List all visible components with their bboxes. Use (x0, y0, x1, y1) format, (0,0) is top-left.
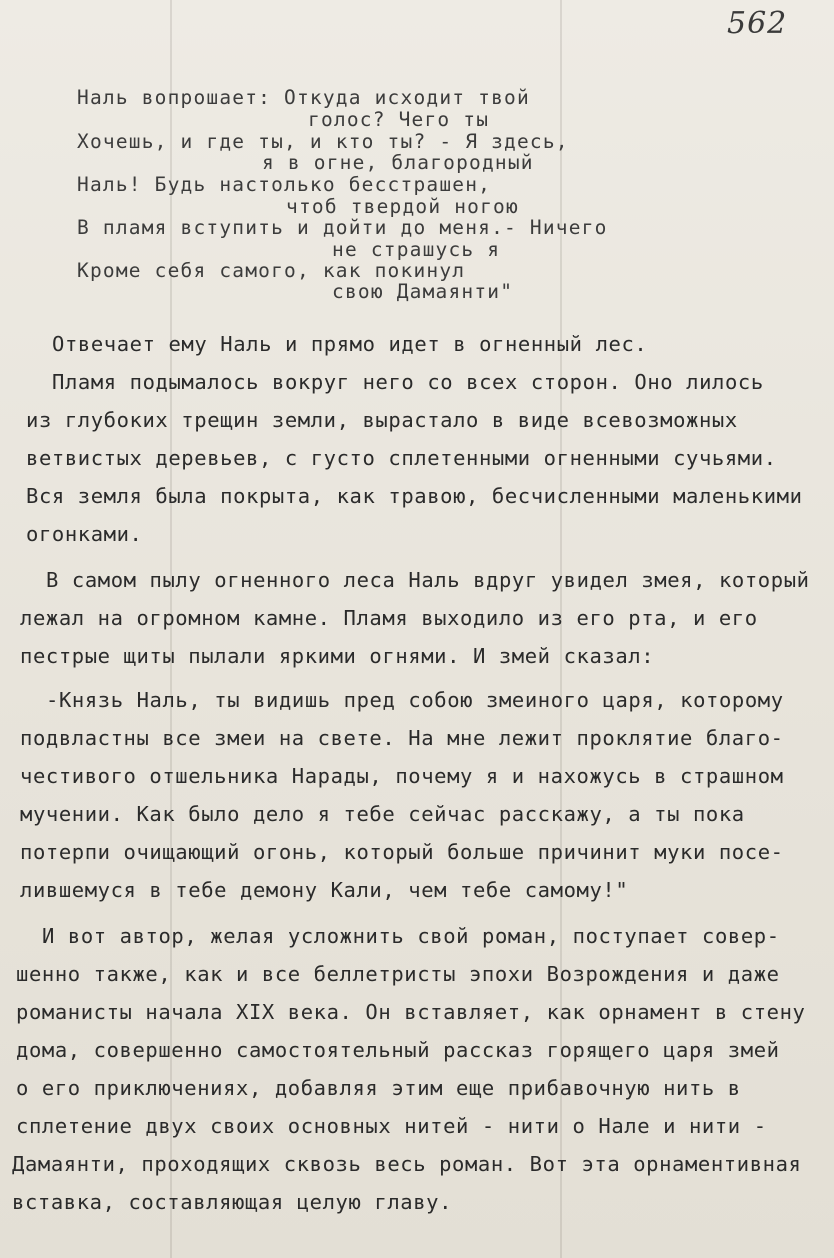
paragraph-line: сплетение двух своих основных нитей - нити о Нале и нити - (16, 1114, 767, 1138)
paragraph-line: огонками. (26, 522, 143, 546)
paragraph-line: Отвечает ему Наль и прямо идет в огненный лес. (52, 332, 648, 356)
poem-line: я в огне, благородный (262, 151, 534, 174)
paragraph-line: Дамаянти, проходящих сквозь весь роман. Вот эта орнаментивная (12, 1152, 802, 1176)
paragraph-line: -Князь Наль, ты видишь пред собою змеиного царя, которому (46, 688, 784, 712)
paragraph-line: шенно также, как и все беллетристы эпохи Возрождения и даже (16, 962, 780, 986)
paragraph-line: о его приключениях, добавляя этим еще прибавочную нить в (16, 1076, 741, 1100)
paragraph-line: вставка, составляющая целую главу. (12, 1190, 453, 1214)
paragraph-line: ветвистых деревьев, с густо сплетенными огненными сучьями. (26, 446, 777, 470)
poem-line: Наль! Будь настолько бесстрашен, (77, 173, 492, 196)
paragraph-line: потерпи очищающий огонь, который больше причинит муки посе- (20, 840, 784, 864)
paragraph-line: пестрые щиты пылали яркими огнями. И змей сказал: (20, 644, 655, 668)
paragraph-line: дома, совершенно самостоятельный рассказ горящего царя змей (16, 1038, 780, 1062)
poem-line: не страшусь я (332, 238, 501, 261)
poem-line: свою Дамаянти" (332, 280, 514, 303)
paragraph-line: романисты начала XIX века. Он вставляет, как орнамент в стену (16, 1000, 806, 1024)
poem-line: В пламя вступить и дойти до меня.- Ничего (77, 216, 608, 239)
paragraph-line: из глубоких трещин земли, вырастало в виде всевозможных (26, 408, 738, 432)
poem-line: Кроме себя самого, как покинул (77, 259, 466, 282)
paragraph-line: лежал на огромном камне. Пламя выходило из его рта, и его (20, 606, 758, 630)
paragraph-line: Пламя подымалось вокруг него со всех сторон. Оно лилось (52, 370, 764, 394)
paragraph-line: мучении. Как было дело я тебе сейчас расскажу, а ты пока (20, 802, 745, 826)
paragraph-line: В самом пылу огненного леса Наль вдруг увидел змея, который (46, 568, 810, 592)
page-number: 562 (727, 6, 788, 41)
poem-line: Наль вопрошает: Откуда исходит твой (77, 86, 530, 109)
poem-line: чтоб твердой ногою (286, 195, 519, 218)
poem-line: Хочешь, и где ты, и кто ты? - Я здесь, (77, 130, 569, 153)
paragraph-line: подвластны все змеи на свете. На мне лежит проклятие благо- (20, 726, 784, 750)
paragraph-line: Вся земля была покрыта, как травою, бесчисленными маленькими (26, 484, 803, 508)
paragraph-line: лившемуся в тебе демону Кали, чем тебе самому!" (20, 878, 629, 902)
poem-line: голос? Чего ты (308, 108, 490, 131)
paragraph-line: И вот автор, желая усложнить свой роман, поступает совер- (42, 924, 780, 948)
paragraph-line: честивого отшельника Нарады, почему я и нахожусь в страшном (20, 764, 784, 788)
